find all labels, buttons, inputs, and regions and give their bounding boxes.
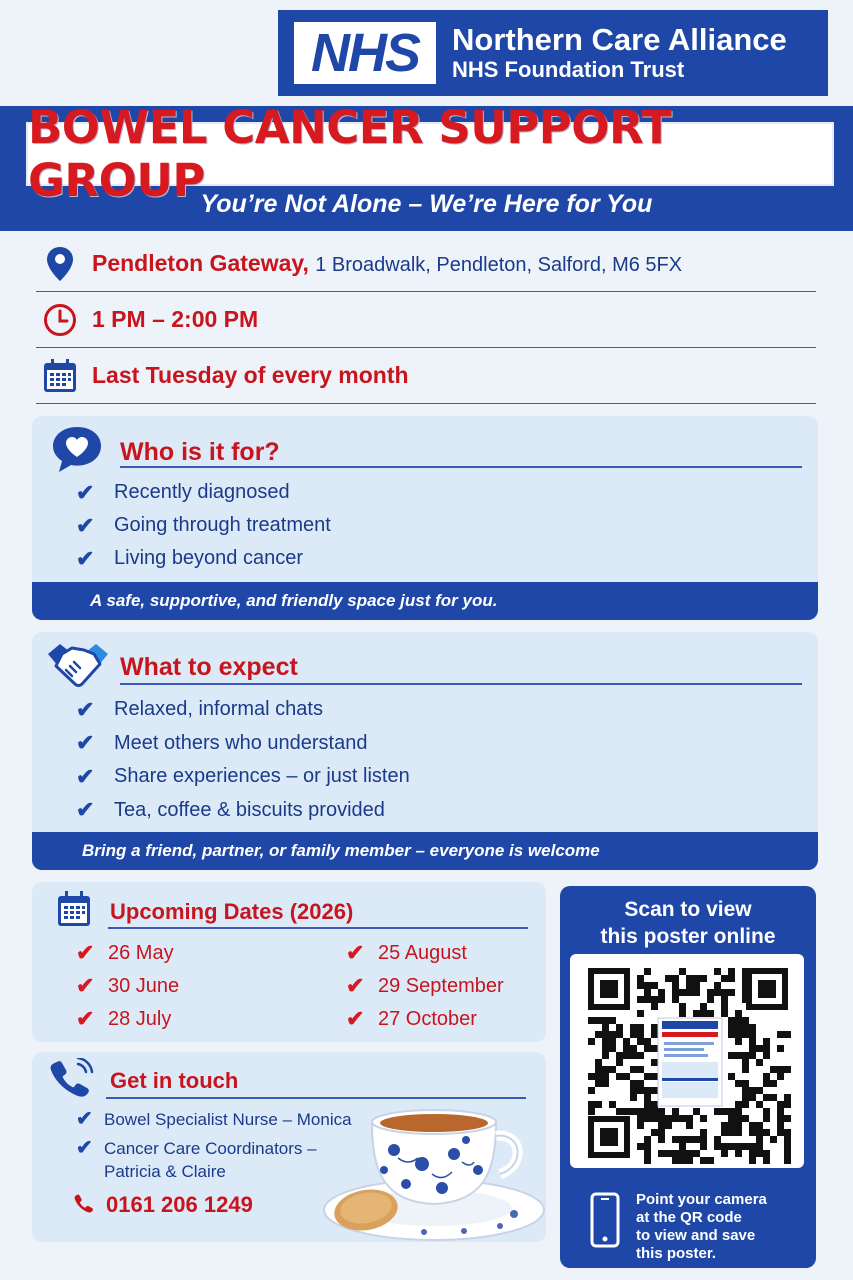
phone-camera-icon <box>590 1192 620 1253</box>
list-item: ✔ Bowel Specialist Nurse – Monica <box>76 1108 352 1130</box>
list-item: ✔ Share experiences – or just listen <box>76 763 410 789</box>
list-item: ✔ Recently diagnosed <box>76 479 290 505</box>
meeting-time: 1 PM – 2:00 PM <box>92 306 259 332</box>
calendar-icon <box>36 358 84 394</box>
title-band <box>0 101 853 231</box>
location-row <box>36 236 816 292</box>
heart-chat-icon <box>50 424 104 481</box>
list-item: ✔ Cancer Care Coordinators – Patricia & Claire <box>76 1137 317 1181</box>
contact-title: Get in touch <box>110 1067 239 1093</box>
date-item: ✔ 28 July <box>76 1006 172 1031</box>
qr-instructions: Point your camera at the QR code to view and save this poster. <box>636 1191 767 1262</box>
nhs-logo-block <box>278 10 828 96</box>
expect-banner: Bring a friend, partner, or family member – everyone is welcome <box>32 832 818 870</box>
date-item: ✔ 25 August <box>346 940 467 965</box>
list-item: ✔ Going through treatment <box>76 512 331 538</box>
location-pin-icon <box>36 246 84 282</box>
qr-card <box>560 886 816 1268</box>
phone-icon <box>48 1058 96 1103</box>
nhs-logo: NHS <box>294 22 436 84</box>
qr-title: Scan to view this poster online <box>600 898 776 948</box>
phone-icon <box>72 1193 96 1217</box>
time-row <box>36 292 816 348</box>
handshake-icon <box>46 640 110 695</box>
date-item: ✔ 27 October <box>346 1006 477 1031</box>
contact-card <box>32 1052 546 1242</box>
org-subtitle: NHS Foundation Trust <box>452 57 685 82</box>
teacup-illustration <box>314 1092 546 1242</box>
frequency-row <box>36 348 816 404</box>
org-name: Northern Care Alliance <box>452 22 787 57</box>
who-card <box>32 416 818 620</box>
venue-address: 1 Broadwalk, Pendleton, Salford, M6 5FX <box>315 254 683 276</box>
date-item: ✔ 30 June <box>76 973 180 998</box>
dates-title: Upcoming Dates (2026) <box>110 898 354 924</box>
meeting-frequency: Last Tuesday of every month <box>92 362 409 388</box>
list-item: ✔ Meet others who understand <box>76 730 368 756</box>
list-item: ✔ Relaxed, informal chats <box>76 696 323 722</box>
clock-icon <box>36 303 84 337</box>
qr-code[interactable] <box>570 954 804 1168</box>
who-banner: A safe, supportive, and friendly space just for you. <box>32 582 818 620</box>
who-title: Who is it for? <box>120 438 280 466</box>
phone-number-row[interactable] <box>72 1192 253 1218</box>
list-item: ✔ Living beyond cancer <box>76 545 304 571</box>
expect-title: What to expect <box>120 653 298 681</box>
dates-card <box>32 882 546 1042</box>
poster-title: BOWEL CANCER SUPPORT GROUP <box>28 101 672 207</box>
calendar-icon <box>56 890 92 933</box>
date-item: ✔ 29 September <box>346 973 504 998</box>
phone-number[interactable]: 0161 206 1249 <box>106 1192 253 1217</box>
date-item: ✔ 26 May <box>76 940 174 965</box>
venue-name: Pendleton Gateway, <box>92 250 309 276</box>
list-item: ✔ Tea, coffee & biscuits provided <box>76 797 385 823</box>
poster-subtitle: You’re Not Alone – We’re Here for You <box>200 190 653 218</box>
expect-card <box>32 632 818 870</box>
